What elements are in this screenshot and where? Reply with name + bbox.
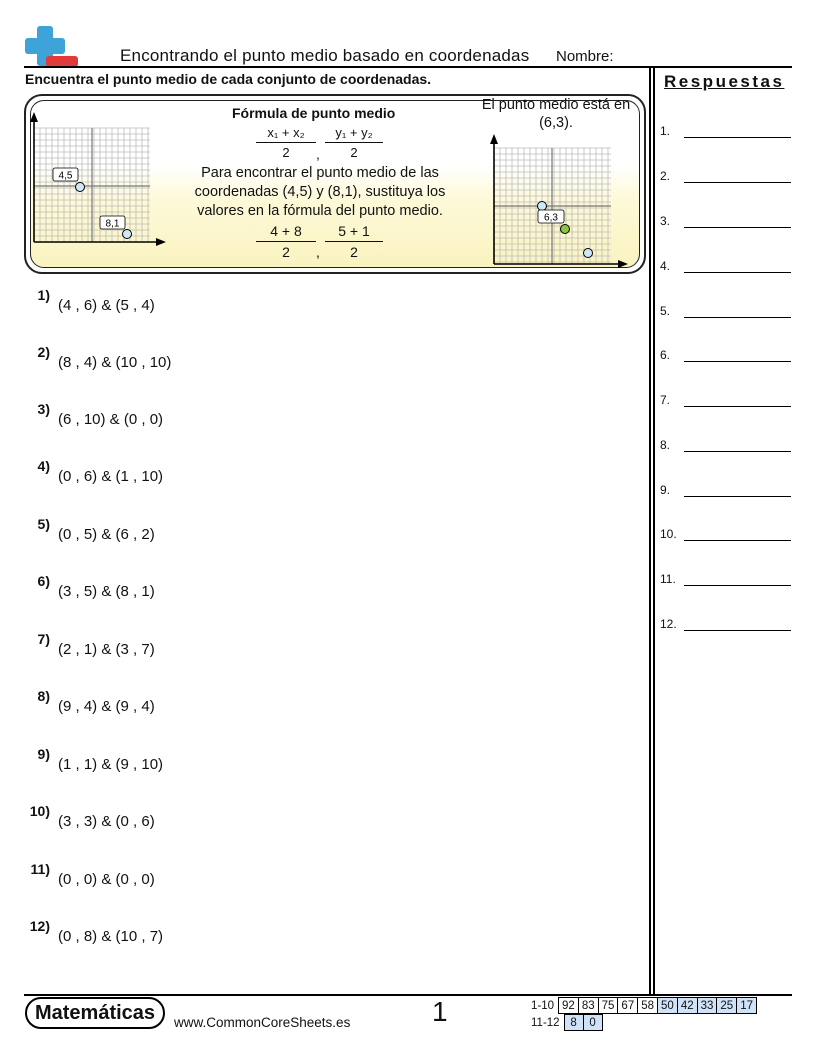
- instructions: Encuentra el punto medio de cada conjunto de coordenadas.: [25, 71, 432, 87]
- score-cell: 58: [638, 998, 658, 1014]
- substituted-x-fraction: [256, 223, 316, 260]
- answer-number: 8.: [660, 438, 671, 452]
- answer-blank[interactable]: [684, 227, 791, 228]
- score-row-label: 11-12: [531, 1016, 560, 1029]
- score-cell: 75: [598, 998, 618, 1014]
- problem-number: 9): [37, 746, 50, 762]
- problem-number: 8): [37, 688, 50, 704]
- answer-number: 9.: [660, 483, 671, 497]
- answer-blank[interactable]: [684, 540, 791, 541]
- problem-text: (4 , 6) & (5 , 4): [58, 297, 155, 314]
- graph1-label-b: 8,1: [105, 218, 120, 230]
- formula-y-fraction: [325, 125, 383, 160]
- score-cell: 25: [717, 998, 737, 1014]
- problem-number: 4): [37, 458, 50, 474]
- problem-number: 6): [37, 573, 50, 589]
- substituted-y-fraction: [325, 223, 383, 260]
- problem-text: (8 , 4) & (10 , 10): [58, 354, 172, 371]
- problem-text: (9 , 4) & (9 , 4): [58, 698, 155, 715]
- name-label: Nombre:: [556, 48, 614, 65]
- answer-blank[interactable]: [684, 496, 791, 497]
- problem-number: 5): [37, 516, 50, 532]
- worksheet-title: Encontrando el punto medio basado en coordenadas: [120, 46, 530, 65]
- column-divider: [649, 68, 651, 995]
- answer-number: 2.: [660, 169, 671, 183]
- answer-blank[interactable]: [684, 406, 791, 407]
- midpoint-statement-line2: (6,3).: [539, 115, 573, 131]
- answer-number: 5.: [660, 304, 671, 318]
- answer-number: 6.: [660, 348, 671, 362]
- answer-number: 10.: [660, 527, 677, 541]
- substituted-y-denominator: 2: [350, 244, 358, 260]
- problem-number: 10): [29, 803, 50, 819]
- substituted-y-numerator: 5 + 1: [325, 223, 383, 242]
- substituted-x-numerator: 4 + 8: [256, 223, 316, 242]
- problem-number: 11): [30, 861, 50, 877]
- header-divider: [24, 66, 792, 68]
- formula-explanation: Para encontrar el punto medio de las coordenadas (4,5) y (8,1), sustituya los valores en la fórmula del punto medio.: [194, 165, 446, 219]
- problem-text: (3 , 5) & (8 , 1): [58, 583, 155, 600]
- score-cell: 8: [564, 1015, 583, 1031]
- answer-blank[interactable]: [684, 630, 791, 631]
- formula-x-numerator: x₁ + x₂: [256, 125, 316, 143]
- answer-number: 4.: [660, 259, 671, 273]
- example-graph-2: [486, 132, 634, 270]
- score-cell: 0: [583, 1015, 602, 1031]
- score-row-label: 1-10: [531, 999, 555, 1012]
- formula-y-numerator: y₁ + y₂: [325, 125, 383, 143]
- score-cell: 67: [618, 998, 638, 1014]
- midpoint-statement-line1: El punto medio está en: [481, 97, 631, 113]
- score-cell: 17: [737, 998, 757, 1014]
- score-cell: 50: [658, 998, 678, 1014]
- column-divider-2: [653, 68, 655, 995]
- answer-blank[interactable]: [684, 451, 791, 452]
- answer-blank[interactable]: [684, 137, 791, 138]
- answer-blank[interactable]: [684, 182, 791, 183]
- answer-number: 11.: [660, 572, 676, 586]
- problem-text: (6 , 10) & (0 , 0): [58, 411, 164, 428]
- score-cell: 42: [677, 998, 697, 1014]
- score-cell: 33: [697, 998, 717, 1014]
- substituted-x-denominator: 2: [282, 244, 290, 260]
- formula-y-denominator: 2: [350, 145, 358, 160]
- formula-x-fraction: [256, 125, 316, 160]
- score-cell: 83: [578, 998, 598, 1014]
- problem-text: (1 , 1) & (9 , 10): [58, 756, 164, 773]
- answer-number: 12.: [660, 617, 677, 631]
- graph1-label-a: 4,5: [58, 170, 73, 182]
- problem-number: 3): [37, 401, 50, 417]
- answer-blank[interactable]: [684, 317, 791, 318]
- problem-text: (3 , 3) & (0 , 6): [58, 813, 155, 830]
- site-url[interactable]: www.CommonCoreSheets.es: [174, 1015, 351, 1030]
- answer-blank[interactable]: [684, 272, 791, 273]
- problem-text: (0 , 8) & (10 , 7): [58, 928, 164, 945]
- problem-number: 7): [37, 631, 50, 647]
- problem-text: (0 , 0) & (0 , 0): [58, 871, 155, 888]
- answers-title: Respuestas: [664, 72, 785, 91]
- problem-text: (0 , 6) & (1 , 10): [58, 468, 164, 485]
- graph2-label: 6,3: [544, 212, 558, 224]
- example-graph-1: [26, 110, 171, 250]
- page-number: 1: [432, 996, 448, 1027]
- formula-comma: ,: [316, 146, 320, 162]
- footer-divider: [24, 994, 792, 996]
- score-table-row2: [528, 1014, 603, 1031]
- answer-blank[interactable]: [684, 585, 791, 586]
- problem-number: 2): [37, 344, 50, 360]
- answer-number: 1.: [660, 124, 671, 138]
- problem-text: (2 , 1) & (3 , 7): [58, 641, 155, 658]
- problem-number: 1): [37, 287, 50, 303]
- formula-title: Fórmula de punto medio: [232, 105, 396, 121]
- answer-blank[interactable]: [684, 361, 791, 362]
- answer-number: 3.: [660, 214, 671, 228]
- substituted-comma: ,: [316, 244, 320, 260]
- score-table-row1: [528, 997, 757, 1014]
- score-cell: 92: [559, 998, 579, 1014]
- brand-badge: Matemáticas: [25, 997, 165, 1029]
- problem-text: (0 , 5) & (6 , 2): [58, 526, 155, 543]
- midpoint-statement: [470, 96, 642, 132]
- answer-number: 7.: [660, 393, 671, 407]
- formula-x-denominator: 2: [282, 145, 290, 160]
- problem-number: 12): [29, 918, 50, 934]
